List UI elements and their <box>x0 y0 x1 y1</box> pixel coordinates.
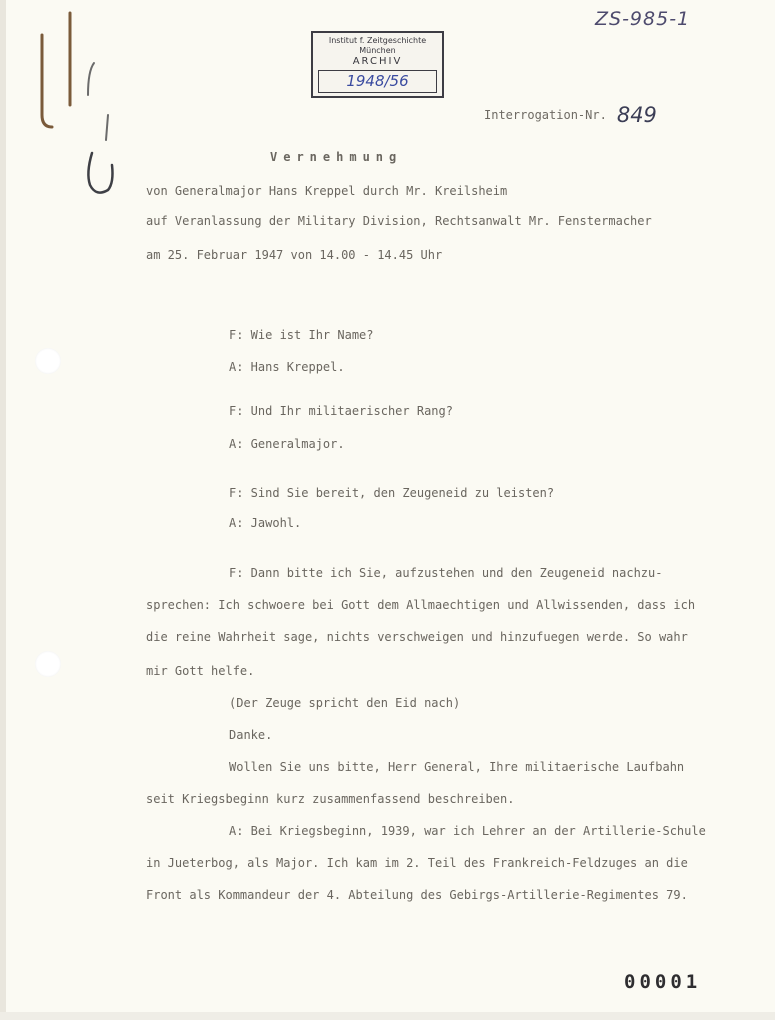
stamp-archive: ARCHIV <box>352 56 403 67</box>
header-line: von Generalmajor Hans Kreppel durch Mr. Kreilsheim <box>146 184 508 198</box>
body-line: (Der Zeuge spricht den Eid nach) <box>229 696 461 710</box>
body-line: A: Jawohl. <box>229 516 302 530</box>
stamp-institute: Institut f. Zeitgeschichte <box>328 36 427 45</box>
punch-hole-top <box>35 348 61 374</box>
document-title: Vernehmung <box>270 150 403 164</box>
body-line: die reine Wahrheit sage, nichts verschweigen und hinzufuegen werde. So wahr <box>146 630 688 644</box>
body-line: Danke. <box>229 728 273 742</box>
body-line: Front als Kommandeur der 4. Abteilung des Gebirgs-Artillerie-Regimentes 79. <box>146 888 688 902</box>
stamp-handwritten-number: 1948/56 <box>318 70 437 93</box>
interrogation-label: Interrogation-Nr. <box>484 108 607 122</box>
page-number: 00001 <box>624 971 702 993</box>
page-edge-left <box>0 0 6 1020</box>
header-line: auf Veranlassung der Military Division, Rechtsanwalt Mr. Fenstermacher <box>146 214 652 228</box>
body-line: Wollen Sie uns bitte, Herr General, Ihre militaerische Laufbahn <box>229 760 685 774</box>
body-line: F: Und Ihr militaerischer Rang? <box>229 404 453 418</box>
body-line: in Jueterbog, als Major. Ich kam im 2. Teil des Frankreich-Feldzuges an die <box>146 856 688 870</box>
body-line: A: Bei Kriegsbeginn, 1939, war ich Lehrer an der Artillerie-Schule <box>229 824 706 838</box>
archive-reference-number: ZS-985-1 <box>595 8 691 30</box>
stamp-city: München <box>359 46 396 55</box>
header-line: am 25. Februar 1947 von 14.00 - 14.45 Uhr <box>146 248 443 262</box>
punch-hole-bottom <box>35 651 61 677</box>
interrogation-number-line <box>484 100 657 127</box>
body-line: A: Generalmajor. <box>229 437 345 451</box>
paper-clip-icon <box>28 5 138 205</box>
archive-stamp <box>311 31 444 98</box>
body-line: seit Kriegsbeginn kurz zusammenfassend beschreiben. <box>146 792 515 806</box>
body-line: F: Wie ist Ihr Name? <box>229 328 374 342</box>
interrogation-number: 849 <box>616 103 657 127</box>
body-line: sprechen: Ich schwoere bei Gott dem Allmaechtigen und Allwissenden, dass ich <box>146 598 696 612</box>
body-line: F: Sind Sie bereit, den Zeugeneid zu leisten? <box>229 486 555 500</box>
page-edge-bottom <box>0 1012 775 1020</box>
body-line: A: Hans Kreppel. <box>229 360 345 374</box>
body-line: F: Dann bitte ich Sie, aufzustehen und den Zeugeneid nachzu- <box>229 566 663 580</box>
body-line: mir Gott helfe. <box>146 664 255 678</box>
